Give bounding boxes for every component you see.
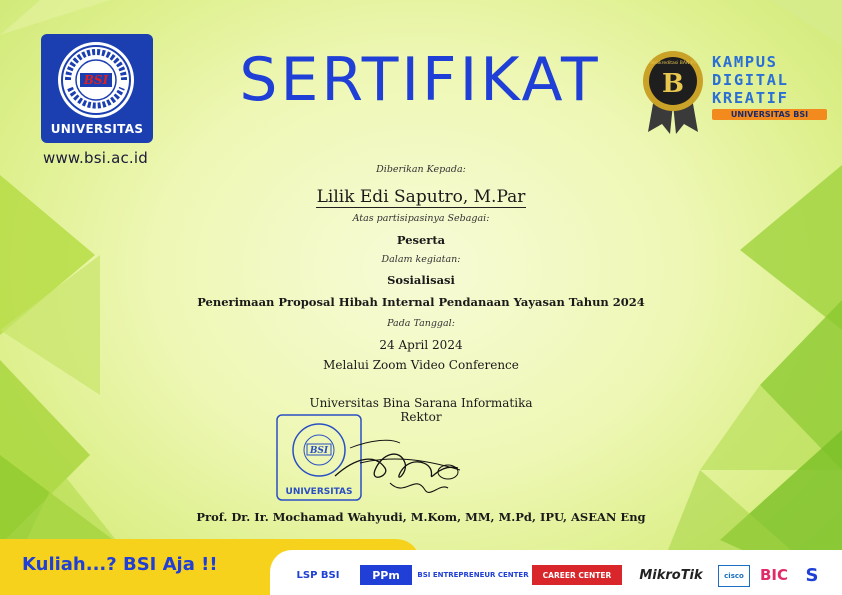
partner-logo-career: CAREER CENTER: [532, 565, 622, 585]
recipient-name-text: Lilik Edi Saputro, M.Par: [316, 187, 526, 207]
rector-signature: [330, 428, 470, 508]
date-label: Pada Tanggal:: [387, 318, 455, 329]
recipient-name: [0, 187, 842, 207]
website-url: www.bsi.ac.id: [43, 149, 148, 167]
svg-text:B: B: [662, 69, 684, 99]
svg-text:UNIVERSITAS: UNIVERSITAS: [285, 487, 353, 497]
kampus-line-3: KREATIF: [712, 89, 789, 107]
bsi-emblem-icon: [58, 42, 134, 118]
activity-label: Dalam kegiatan:: [381, 254, 461, 265]
partner-logo-bic: BIC: [759, 566, 789, 584]
svg-text:BSI: BSI: [83, 73, 109, 87]
signer-institution: Universitas Bina Sarana Informatika: [309, 396, 533, 410]
footer-slogan: Kuliah...? BSI Aja !!: [22, 554, 218, 575]
partner-logo-ppm: PPm: [360, 565, 412, 585]
partner-logo-cisco: cisco: [718, 565, 750, 587]
signer-name: Prof. Dr. Ir. Mochamad Wahyudi, M.Kom, MM, M.Pd, IPU, ASEAN Eng: [196, 510, 646, 524]
accreditation-badge-icon: [640, 48, 706, 134]
event-medium: Melalui Zoom Video Conference: [323, 358, 519, 372]
page-title: SERTIFIKAT: [239, 45, 601, 115]
event-date: 24 April 2024: [379, 338, 463, 352]
kampus-line-2: DIGITAL: [712, 71, 789, 89]
signer-position: Rektor: [400, 410, 442, 424]
activity-type: Sosialisasi: [387, 273, 455, 287]
bsi-logo: [41, 34, 153, 143]
kampus-subtitle: UNIVERSITAS BSI: [712, 109, 827, 120]
role-label: Atas partisipasinya Sebagai:: [352, 213, 490, 224]
partner-logo-entrepreneur: BSI ENTREPRENEUR CENTER: [417, 571, 529, 579]
activity-name: Penerimaan Proposal Hibah Internal Pendanaan Yayasan Tahun 2024: [197, 295, 645, 309]
svg-text:Terakreditasi BAN-PT: Terakreditasi BAN-PT: [649, 61, 697, 66]
role: Peserta: [396, 233, 446, 247]
bsi-logo-emblem: [58, 42, 134, 118]
logo-text: UNIVERSITAS: [50, 122, 144, 136]
partner-logo-mikrotik: MikroTik: [639, 567, 703, 583]
kampus-line-1: KAMPUS: [712, 53, 778, 71]
svg-text:BSI: BSI: [309, 446, 329, 456]
kampus-digital-kreatif-logo: [712, 53, 827, 120]
partner-logo-s: S: [805, 564, 819, 586]
given-to-label: Diberikan Kepada:: [376, 164, 466, 175]
partner-logo-lsp: LSP BSI: [296, 569, 340, 581]
